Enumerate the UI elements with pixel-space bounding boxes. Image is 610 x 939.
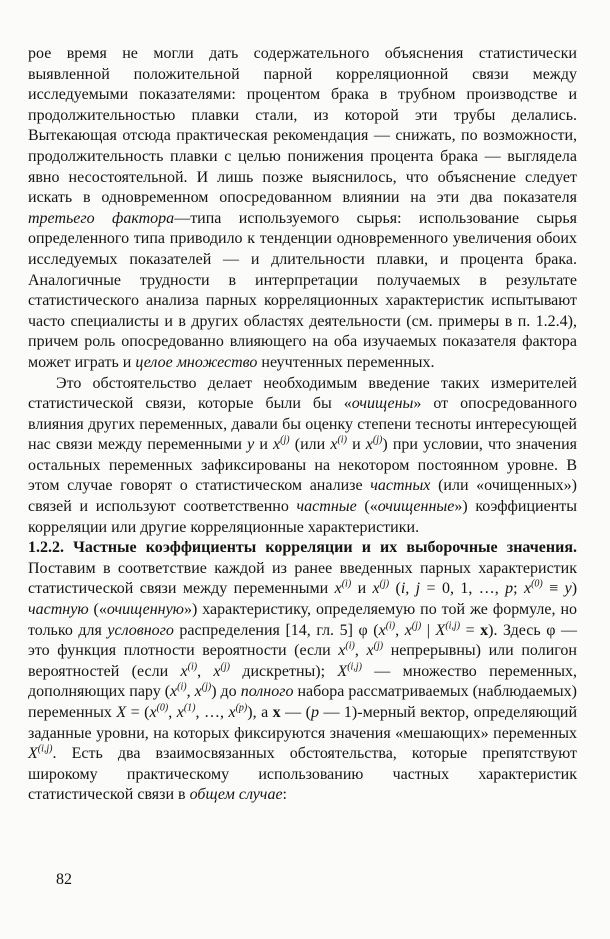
text-run: , …, [195, 704, 229, 721]
italic-run: полного [240, 683, 294, 701]
superscript-run: (1) [183, 702, 196, 714]
italic-run: x [523, 580, 532, 598]
italic-run: X [116, 704, 127, 721]
text-run: набора рассматриваемых (наблюдаемых) переменных [28, 683, 577, 721]
text-run: ; [513, 580, 524, 598]
italic-run: X [435, 621, 446, 639]
bold-run: x [480, 621, 489, 639]
text-run: , [197, 662, 214, 680]
superscript-run: (j) [372, 434, 383, 446]
text-run: = ( [126, 704, 150, 721]
italic-run: x [273, 436, 281, 454]
italic-run: X [28, 745, 38, 763]
italic-run: очищенную [106, 601, 184, 619]
italic-run: x [366, 642, 374, 660]
superscript-run: (j) [373, 640, 384, 652]
paragraph-1 [28, 44, 577, 374]
superscript-run: (i) [345, 640, 355, 652]
italic-run: x [213, 662, 221, 680]
text-run: ) при условии, что значения остальных переменных зафиксированы на некотором постоянном уровне. В этом случае говорят о статистическом анализе [28, 436, 578, 495]
italic-run: y [564, 580, 572, 598]
italic-run: x [404, 621, 412, 639]
italic-run: целое множество [135, 353, 258, 371]
italic-run: x [180, 662, 188, 680]
italic-run: третьего фактора [28, 209, 175, 227]
text-run: (« [88, 601, 107, 619]
text-run: и [254, 436, 274, 454]
italic-run: частные [296, 498, 357, 516]
superscript-run: (j) [201, 682, 212, 694]
text-run: | [421, 621, 436, 639]
italic-run: условного [107, 621, 174, 639]
italic-run: x [330, 436, 338, 454]
body-text [28, 44, 577, 806]
text-run: = 0, 1, …, [420, 580, 506, 598]
paragraph-2 [28, 374, 577, 539]
italic-run: x [176, 704, 184, 721]
text-run: , [395, 621, 405, 639]
text-run: (или «очищенных») связей и используют соответственно [28, 477, 577, 516]
italic-run: частных [370, 477, 431, 495]
italic-run: x [149, 704, 157, 721]
italic-run: x [334, 580, 342, 598]
text-run: непрерывны) или полигон вероятностей (если [28, 642, 577, 680]
superscript-run: (i,j) [37, 743, 53, 755]
text-run: дискретны); [229, 662, 338, 680]
text-run: Это обстоятельство делает необходимым введение таких измерителей статистической связи, которые были бы « [28, 374, 577, 413]
text-run: ), а [247, 704, 273, 721]
text-run: рое время не могли дать содержательного объяснения статистически выявленной положительной парной корреляционной связи между исследуемыми показателями: процентом брака в трубном производстве и продолжительностью плавки стали, из которой эти трубы делались. Вытекающая отсюда практическая рекомендация — снижать, по возможности, продолжительность плавки с целью понижения процента брака — выглядела явно несостоятельной. И лишь позже выяснилось, что объяснение следует искать в одновременном опосредованном влиянии на эти два показателя [28, 45, 577, 207]
italic-run: x [338, 642, 346, 660]
text-run: , [168, 704, 177, 721]
italic-run: x [378, 621, 386, 639]
text-run: ( [389, 580, 401, 598]
text-run: неучтенных переменных. [257, 353, 435, 371]
text-run: , [354, 642, 367, 660]
text-run: распределения [14, гл. 5] φ ( [173, 621, 379, 639]
superscript-run: (i) [337, 434, 347, 446]
superscript-run: (i,j) [445, 620, 461, 632]
text-run: » от опосредованного влияния других переменных, давали бы оценку степени тесноты интересующей нас связи между переменными [28, 395, 577, 454]
bold-run: 1.2.2. Частные коэффициенты корреляции и их выборочные значения. [28, 539, 577, 557]
text-run: и [346, 436, 366, 454]
superscript-run: (i) [341, 579, 352, 591]
superscript-run: (p) [235, 702, 248, 714]
italic-run: очищены [351, 395, 414, 413]
text-run: ). Здесь φ — это функция плотности вероятности (если [28, 621, 578, 660]
text-run: Поставим в соответствие каждой из ранее введенных парных характеристик статистической связи между переменными [28, 559, 577, 598]
text-run: (« [356, 498, 378, 516]
text-run: — 1)-мерный вектор, определяющий заданные уровни, на которых фиксируются значения «мешающих» переменных [28, 704, 578, 742]
superscript-run: (i,j) [347, 661, 362, 673]
italic-run: p [505, 580, 514, 598]
italic-run: x [194, 683, 202, 701]
text-run: ) [571, 580, 578, 598]
superscript-run: (i) [177, 682, 187, 694]
text-run: = [460, 621, 481, 639]
text-run: — множество переменных, дополняющих пару ( [28, 662, 577, 701]
bold-run: x [272, 704, 281, 721]
superscript-run: (0) [156, 702, 169, 714]
superscript-run: (j) [411, 620, 422, 632]
italic-run: x [372, 580, 380, 598]
superscript-run: (j) [220, 661, 230, 673]
text-run: . Есть два взаимосвязанных обстоятельства, которые препятствуют широкому практическому использованию частных характеристик статистической связи в [28, 745, 577, 804]
text-run: — ( [280, 704, 311, 721]
superscript-run: (0) [531, 579, 543, 591]
text-run: (или [289, 436, 331, 454]
text-run: ≡ [542, 580, 565, 598]
italic-run: очищенные [377, 498, 455, 516]
italic-run: x [170, 683, 178, 701]
superscript-run: (j) [379, 579, 390, 591]
superscript-run: (i) [187, 661, 198, 673]
page-number: 82 [56, 871, 72, 888]
paragraph-3-section-1-2-2 [28, 538, 577, 806]
text-run: —типа используемого сырья: использование сырья определенного типа приводило к тенденции одновременного увеличения обоих исследуемых показателей — и длительности плавки, и процента брака. Аналогичные трудности в интерпретации получаемых в результате статистического анализа парных корреляционных характеристик испытывают часто специалисты и в других областях деятельности (см. примеры в п. 1.2.4), причем роль опосредованно влияющего на оба изучаемых показателя фактора может играть и [28, 209, 577, 371]
text-run: ») характеристику, определяемую по той же формуле, но только для [28, 601, 578, 639]
text-run: и [351, 580, 373, 598]
superscript-run: (i) [385, 620, 396, 632]
italic-run: p [310, 704, 319, 721]
italic-run: i, j [400, 580, 421, 598]
italic-run: общем случае [189, 786, 283, 804]
italic-run: X [337, 662, 348, 680]
italic-run: y [247, 436, 255, 454]
text-run: : [282, 786, 287, 804]
italic-run: частную [28, 601, 89, 619]
italic-run: x [365, 436, 373, 454]
superscript-run: (j) [280, 434, 290, 446]
text-run: ) до [211, 683, 241, 701]
italic-run: x [228, 704, 236, 721]
text-run: , [186, 683, 195, 701]
text-run: ») коэффициенты корреляции или другие корреляционные характеристики. [28, 498, 578, 536]
